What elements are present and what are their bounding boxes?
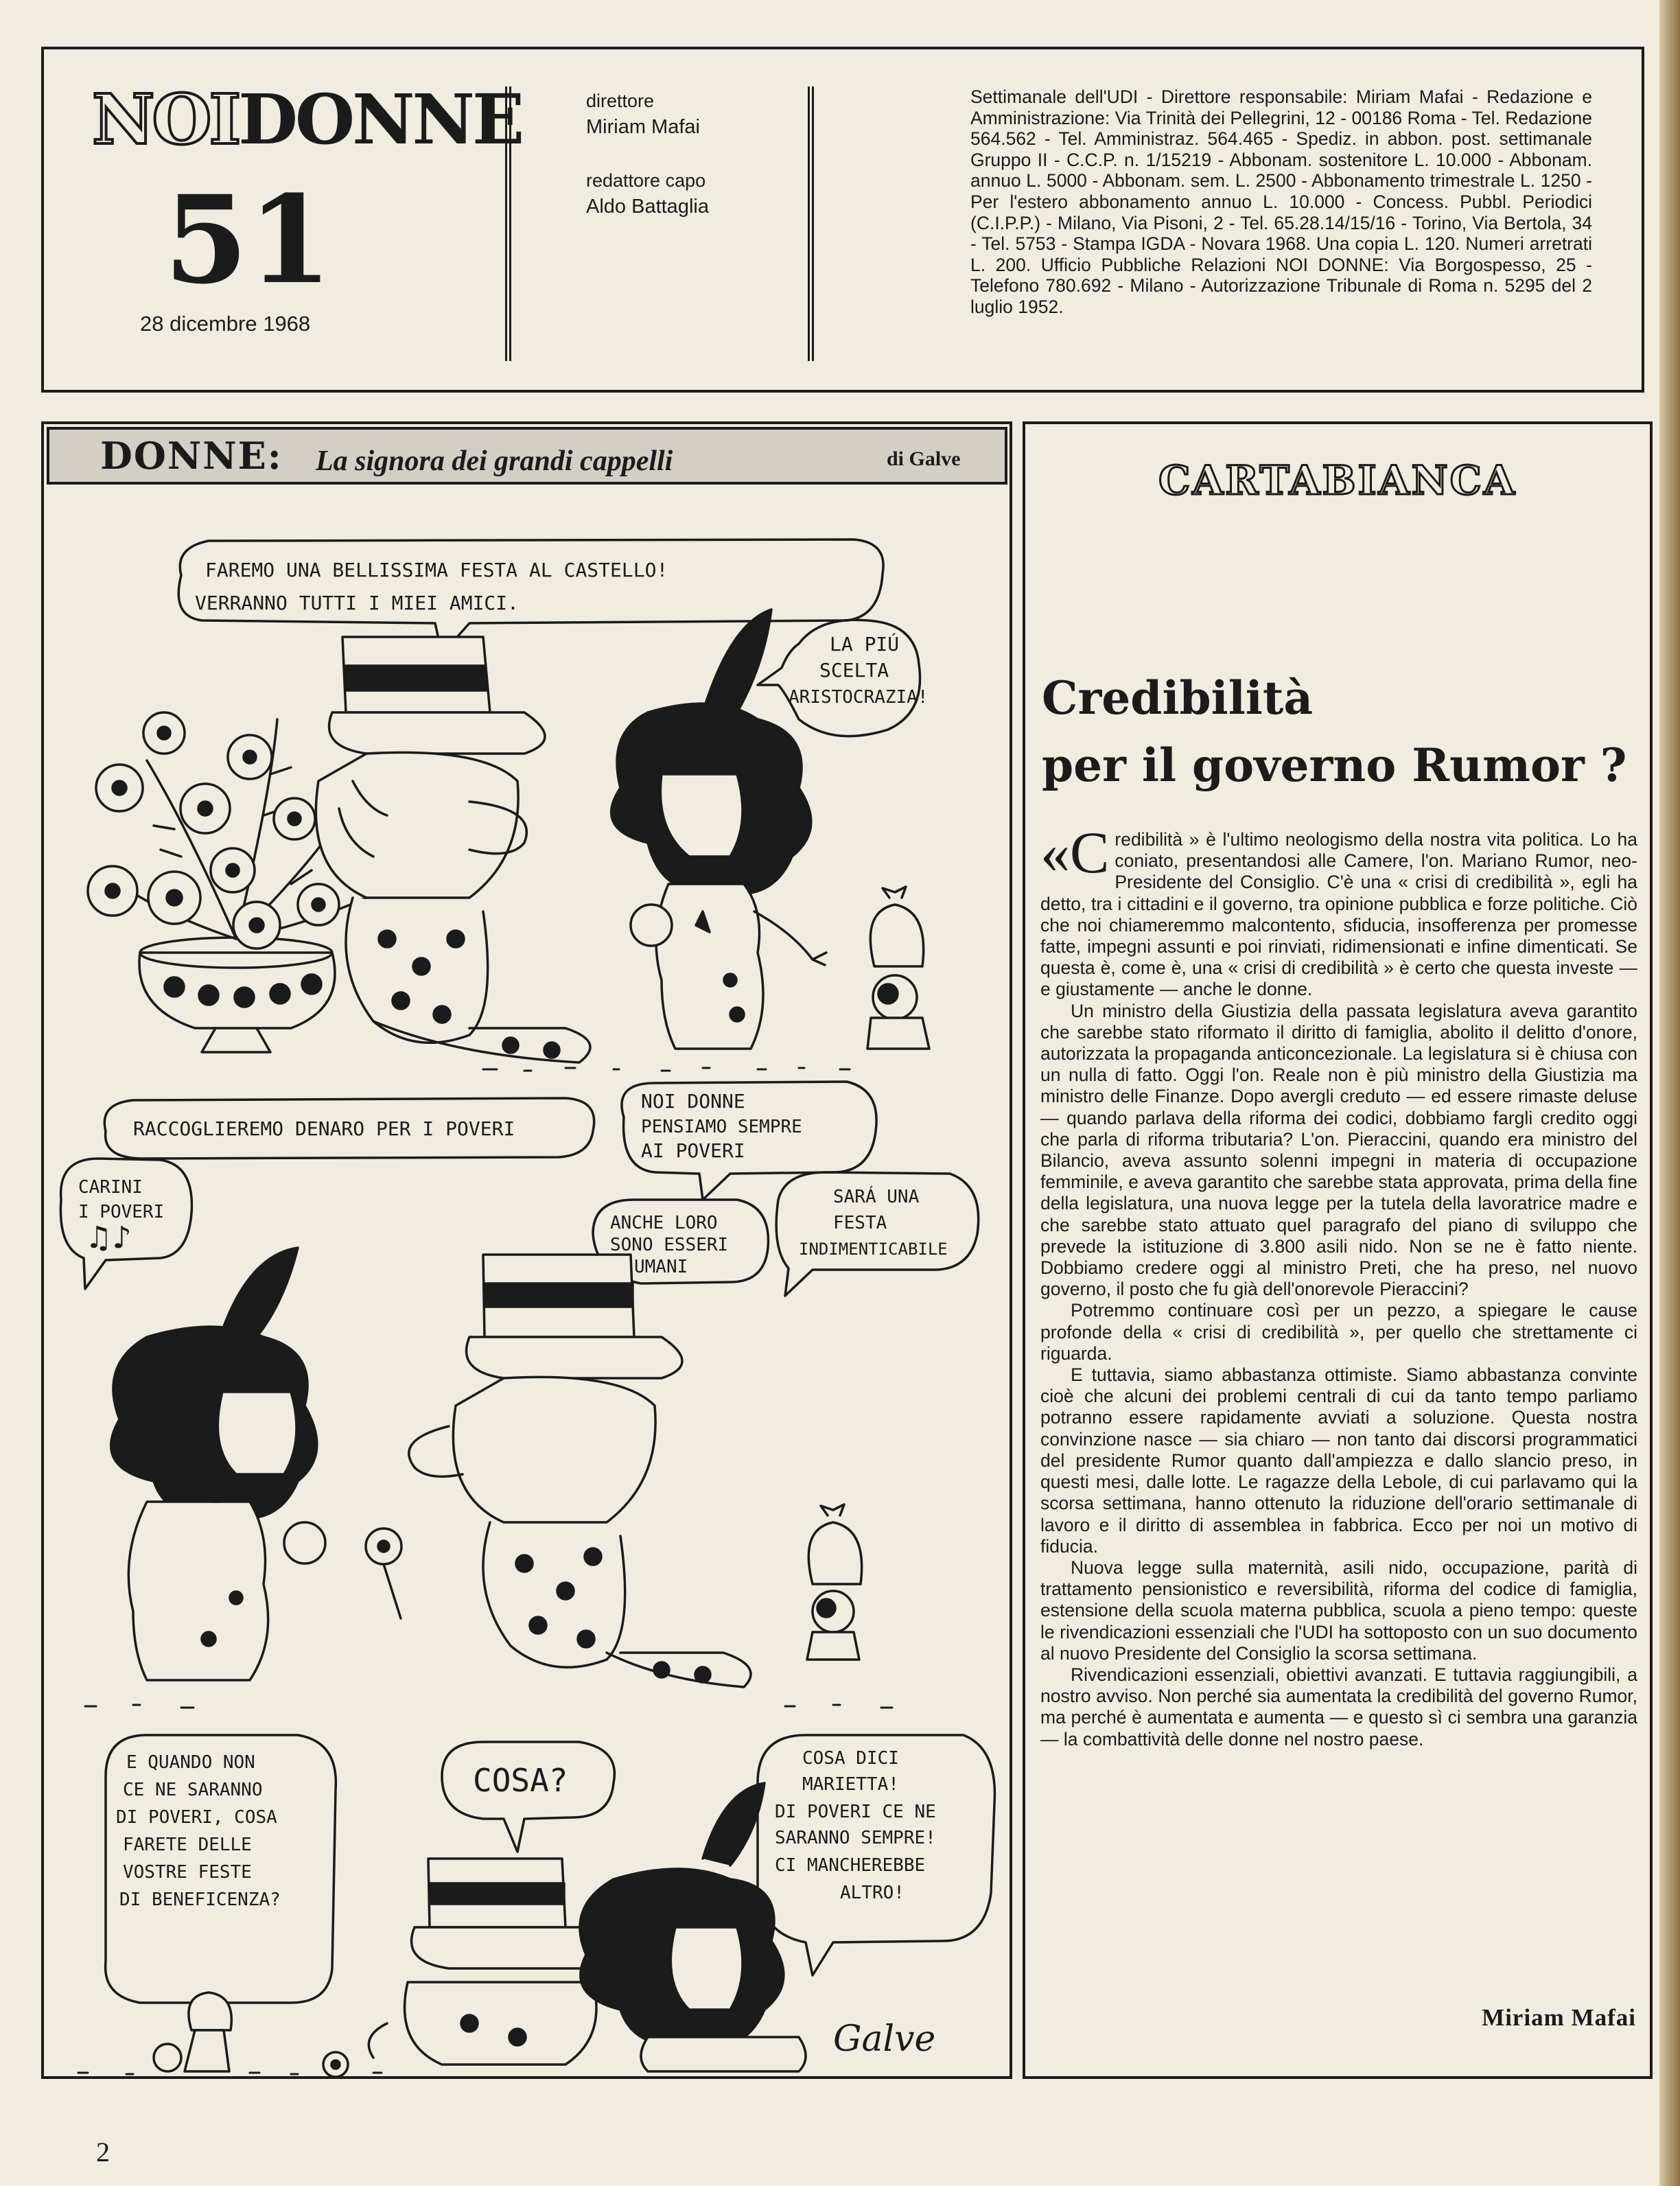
article-author: Miriam Mafai [1482,2004,1636,2031]
bubble-text: E QUANDO NON [126,1752,255,1773]
bubble-text: FAREMO UNA BELLISSIMA FESTA AL CASTELLO! [205,559,668,581]
issue-date: 28 dicembre 1968 [140,312,311,336]
issue-number: 51 [164,169,332,311]
bubble-text: UMANI [634,1257,688,1277]
feather-lady-drawing [580,1783,806,2071]
bubble-text: CI MANCHEREBBE [775,1855,926,1876]
page-edge [1659,0,1680,2186]
article-paragraph: Un ministro della Giustizia della passata legislatura aveva garantito che sarebbe stato riformato il diritto di famiglia, abolito il delitto d'onore, autorizzata la propaganda anticoncezionale. La legislatura si è chiusa con un nulla di fatto. Oggi l'on. Reale non è più ministro della Giustizia ma ministro delle Finanze. Dopo avergli creduto — ed essere rimaste deluse — quando parlava della riforma dei codici, dobbiamo fargli credito oggi che parla di riforma tributaria? L'on. Pieraccini, quando era ministro del Bilancio, aveva assunto solenni impegni in materia di occupazione femminile, e aveva garantito che sarebbe stata approvata, prima della fine della legislatura, una nuova legge per la tutela della lavoratrice madre e che sarebbe stato attuato quel paragrafo del piano di sviluppo che prevede la istituzione di 3.800 asili nido. Non se ne è fatto niente. Dobbiamo credere oggi al ministro Preti, che ha preso, nel nuovo governo, il posto che fu già dell'onorevole Pieraccini? [1040,1000,1637,1300]
bubble-text: ARISTOCRAZIA! [789,687,929,708]
hat-lady-drawing [409,1255,751,1687]
bubble-text: ALTRO! [840,1883,905,1903]
bubble-text: VOSTRE FESTE [123,1862,252,1883]
bubble-text: MARIETTA! [802,1774,899,1795]
article-paragraph: Nuova legge sulla maternità, asili nido, occupazione, parità di trattamento pensionistico e reversibilità, riforma del codice di famiglia, estensione della scuola materna pubblica, scuola a pieno tempo: queste le rivendicazioni essenziali che l'UDI ha sottoposto con un suo documento al nuovo Presidente del Consiglio la scorsa settimana. [1040,1557,1637,1664]
bubble-text: DI BENEFICENZA? [119,1890,281,1910]
little-girl-drawing [867,887,929,1049]
comic-title: La signora dei grandi cappelli [316,445,673,477]
bubble-text: SARANNO SEMPRE! [775,1828,936,1848]
flower-drawing [366,1528,401,1618]
bubble-text: DI POVERI CE NE [775,1802,936,1822]
headline-line: Credibilità [1042,671,1314,725]
flowers [88,712,339,949]
bubble-text: FARETE DELLE [123,1835,252,1855]
section-title: CARTABIANCA [1158,457,1517,504]
feather-lady-drawing [611,609,826,1049]
bubble-text: CARINI [78,1177,143,1198]
bubble-text: COSA? [473,1762,568,1799]
bubble-text: VERRANNO TUTTI I MIEI AMICI. [195,592,520,614]
flower-drawing [323,2052,348,2077]
bubble-text: SCELTA [819,659,889,682]
bubble-text: COSA DICI [802,1748,899,1769]
little-girl-drawing [807,1504,862,1660]
staff-name-editor: Aldo Battaglia [586,196,709,218]
bubble-text: SONO ESSERI [610,1235,729,1255]
cartabianca-column [1023,421,1653,2079]
hat-lady-drawing [369,1859,614,2065]
article-paragraph: «Credibilità » è l'ultimo neologismo della nostra vita politica. Lo ha coniato, presentandosi alle Camere, l'on. Mariano Rumor, neo-Presidente del Consiglio. C'è una « crisi di credibilità », egli ha detto, tra i cittadini e il governo, tra opinione pubblica e forze politiche. Ciò che noi chiameremmo malcontento, sfiducia, insofferenza per promesse fatte, impegni assunti e poi rinviati, ridimensionati e infine dimenticati. Se questa è, come è, una « crisi di credibilità » è certo che questa investe — e giustamente — anche le donne. [1040,819,1637,1000]
bubble-text: FESTA [833,1213,887,1233]
article-body [1040,819,1637,1750]
logo-donne: DONNE [238,79,522,160]
little-girl-drawing [154,1992,231,2071]
comic-kicker: DONNE: [100,434,283,478]
bubble-text: ANCHE LORO [610,1213,718,1233]
comic-header [47,427,1007,485]
bubble-text: SARÁ UNA [833,1187,920,1207]
bubble-text: AI POVERI [641,1139,745,1162]
article-paragraph: Potremmo continuare così per un pezzo, a spiegare le cause profonde della « crisi di credibilità », per quello che strettamente ci riguarda. [1040,1300,1637,1364]
comic-dialogue [78,559,948,1910]
feather-lady-drawing [111,1248,325,1680]
masthead-divider [808,86,814,361]
bubble-text: DI POVERI, COSA [116,1807,277,1828]
staff-role-director: direttore [586,91,655,111]
article-headline [1042,664,1639,799]
comic-strip [41,421,1012,2079]
staff-name-director: Miriam Mafai [586,116,700,138]
article-paragraph: Rivendicazioni essenziali, obiettivi avanzati. E tuttavia raggiungibili, a nostro avviso. Non perché sia aumentata la credibilità del governo Rumor, ma perché è aumentata e aumenta — e questo sì ci sembra una garanzia — la combattività delle donne nel nostro paese. [1040,1664,1637,1749]
bubble-text: PENSIAMO SEMPRE [641,1117,802,1137]
masthead-divider [505,86,511,361]
bubble-text: CE NE SARANNO [123,1780,263,1800]
publisher-info: Settimanale dell'UDI - Direttore responsabile: Miriam Mafai - Redazione e Amministrazione: Via Trinità dei Pellegrini, 12 - 00186 Roma - Tel. Redazione 564.562 - Tel. Amministraz. 564.465 - Spediz. in abbon. post. settimanale Gruppo II - C.C.P. n. 1/15219 - Abbonam. sostenitore L. 10.000 - Abbonam. annuo L. 5000 - Abbonam. sem. L. 2500 - Abbonamento trimestrale L. 1250 - Per l'estero abbonamento annuo L. 10.000 - Concess. Pubbl. Periodici (C.I.P.P.) - Milano, Via Pisoni, 2 - Tel. 65.28.14/15/16 - Torino, Via Bertola, 34 - Tel. 5753 - Stampa IGDA - Novara 1968. Una copia L. 120. Numeri arretrati L. 200. Ufficio Pubbliche Relazioni NOI DONNE: Via Borgospesso, 25 - Telefono 780.692 - Milano - Autorizzazione Tribunale di Roma n. 5295 del 2 luglio 1952. [970,86,1592,317]
bubble-text: RACCOGLIEREMO DENARO PER I POVERI [133,1117,515,1140]
comic-byline: di Galve [887,447,961,470]
artist-signature: Galve [833,2019,936,2060]
staff-role-editor: redattore capo [586,170,706,191]
music-note-icon: ♫♪ [85,1220,132,1255]
noi-donne-logo [92,79,522,160]
bubble-text: I POVERI [78,1202,165,1222]
bubble-text: LA PIÚ [830,633,900,655]
headline-line: per il governo Rumor ? [1042,739,1627,792]
logo-noi: NOI [92,79,239,160]
bubble-text: NOI DONNE [641,1090,745,1113]
staff-list [586,88,709,220]
page-number: 2 [96,2137,110,2167]
hat-lady-drawing [316,637,590,1062]
article-paragraph: E tuttavia, siamo abbastanza ottimiste. Siamo abbastanza convinte cioè che alcuni dei problemi centrali di cui da tanto tempo parliamo potranno essere rapidamente avviati a soluzione. Questa nostra convinzione nasce — sia chiaro — non tanto dai discorsi programmatici del presidente Rumor quanto dall'ampiezza e dallo slancio preso, in questi mesi, dalle lotte. Le ragazze della Lebole, di cui parlavamo qui la scorsa settimana, hanno ottenuto la riduzione dell'orario settimanale di lavoro e il diritto di assemblea in fabbrica. Ecco per noi un motivo di fiducia. [1040,1364,1637,1557]
masthead [41,47,1644,393]
bubble-text: INDIMENTICABILE [799,1240,948,1259]
comic-art [44,486,1010,2077]
drop-cap: «C [1040,819,1110,885]
